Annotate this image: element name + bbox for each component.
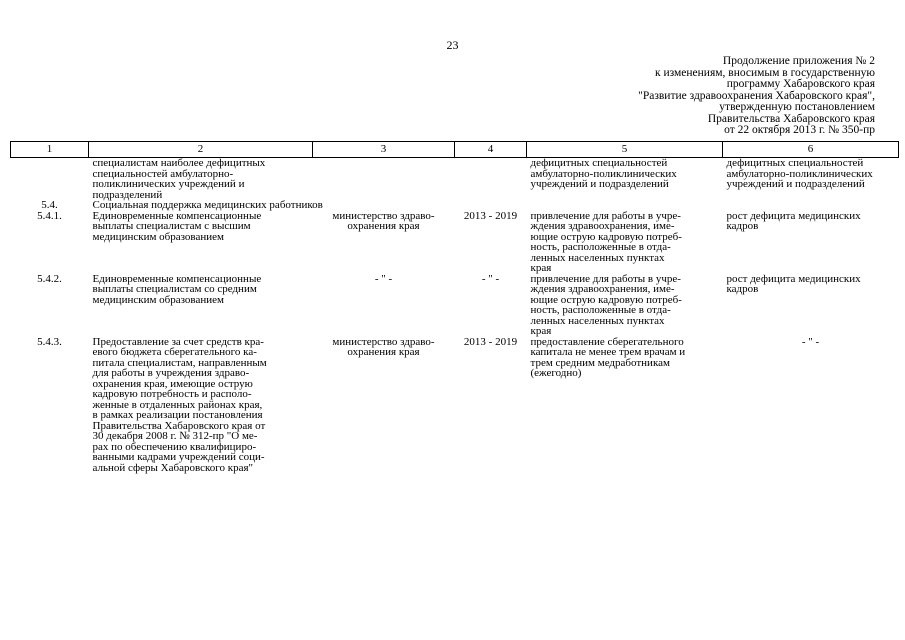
table-row <box>11 337 899 474</box>
continuation-row <box>11 158 899 201</box>
cell-result: дефицитных специальностей амбулаторно-поликлинических учреждений и подразделений <box>530 157 677 190</box>
section-title: Социальная поддержка медицинских работников <box>92 199 323 211</box>
cell-period: 2013 - 2019 <box>463 209 518 222</box>
header-line: программу Хабаровского края <box>726 78 875 90</box>
cell-consequence: - " - <box>801 335 820 348</box>
cell-number: 5.4.1. <box>37 209 62 222</box>
cell-measure-name: специалистам наиболее дефицитных специальностей амбулаторно- поликлинических учреждений и подразделений <box>92 157 266 201</box>
cell-period: - " - <box>481 272 500 285</box>
header-line: от 22 октября 2013 г. № 350-пр <box>724 124 875 136</box>
section-number: 5.4. <box>41 199 58 211</box>
column-number-row <box>11 142 899 158</box>
column-number: 6 <box>723 142 899 158</box>
cell-executor: министерство здраво- охранения края <box>332 335 435 358</box>
cell-consequence: рост дефицита медицинских кадров <box>726 209 861 232</box>
cell-consequence: рост дефицита медицинских кадров <box>726 272 861 295</box>
cell-result: привлечение для работы в учре- ждения здравоохранения, име- ющие острую кадровую потреб- ность, расположенные в отда- ленных населенных пунктах края <box>530 272 682 337</box>
table-row <box>11 274 899 337</box>
cell-period: 2013 - 2019 <box>463 335 518 348</box>
measures-table <box>10 141 899 473</box>
header-line: Правительства Хабаровского края <box>707 112 875 125</box>
header-line: утвержденную постановлением <box>719 101 875 113</box>
cell-measure-name: Единовременные компенсационные выплаты специалистам со средним медицинским образованием <box>92 272 262 306</box>
cell-consequence: дефицитных специальностей амбулаторно-поликлинических учреждений и подразделений <box>726 157 873 190</box>
column-number: 4 <box>455 142 527 158</box>
cell-result: предоставление сберегательного капитала не менее трем врачам и трем средним медработникам (ежегодно) <box>530 335 686 379</box>
header-line: к изменениям, вносимым в государственную <box>655 66 875 79</box>
cell-measure-name: Единовременные компенсационные выплаты специалистам с высшим медицинским образованием <box>92 209 262 243</box>
page-number: 23 <box>446 38 459 52</box>
appendix-header <box>575 56 875 137</box>
header-line: Продолжение приложения № 2 <box>722 55 875 67</box>
column-number: 1 <box>11 142 89 158</box>
cell-number: 5.4.2. <box>37 272 62 285</box>
column-number: 3 <box>313 142 455 158</box>
cell-measure-name: Предоставление за счет средств кра- евого бюджета сберегательного ка- питала специалистам, направленным для работы в учреждения здраво- охранения края, имеющие острую кадровую потребность и располо- женные в отдаленных районах края, в рамках реализации постановления Правительства Хабаровского края от 30 декабря 2008 г. № 312-пр "О ме- рах по обеспечению квалифициро- ванными кадрами учреждений соци- альной сферы Хабаровского края" <box>92 335 267 474</box>
header-line: "Развитие здравоохранения Хабаровского края", <box>638 89 875 102</box>
column-number: 2 <box>89 142 313 158</box>
cell-executor: министерство здраво- охранения края <box>332 209 435 232</box>
cell-number: 5.4.3. <box>37 335 62 348</box>
section-row <box>11 200 899 211</box>
cell-executor: - " - <box>374 272 393 285</box>
cell-result: привлечение для работы в учре- ждения здравоохранения, име- ющие острую кадровую потреб- ность, расположенные в отда- ленных населенных пунктах края <box>530 209 682 274</box>
table-row <box>11 211 899 274</box>
column-number: 5 <box>527 142 723 158</box>
